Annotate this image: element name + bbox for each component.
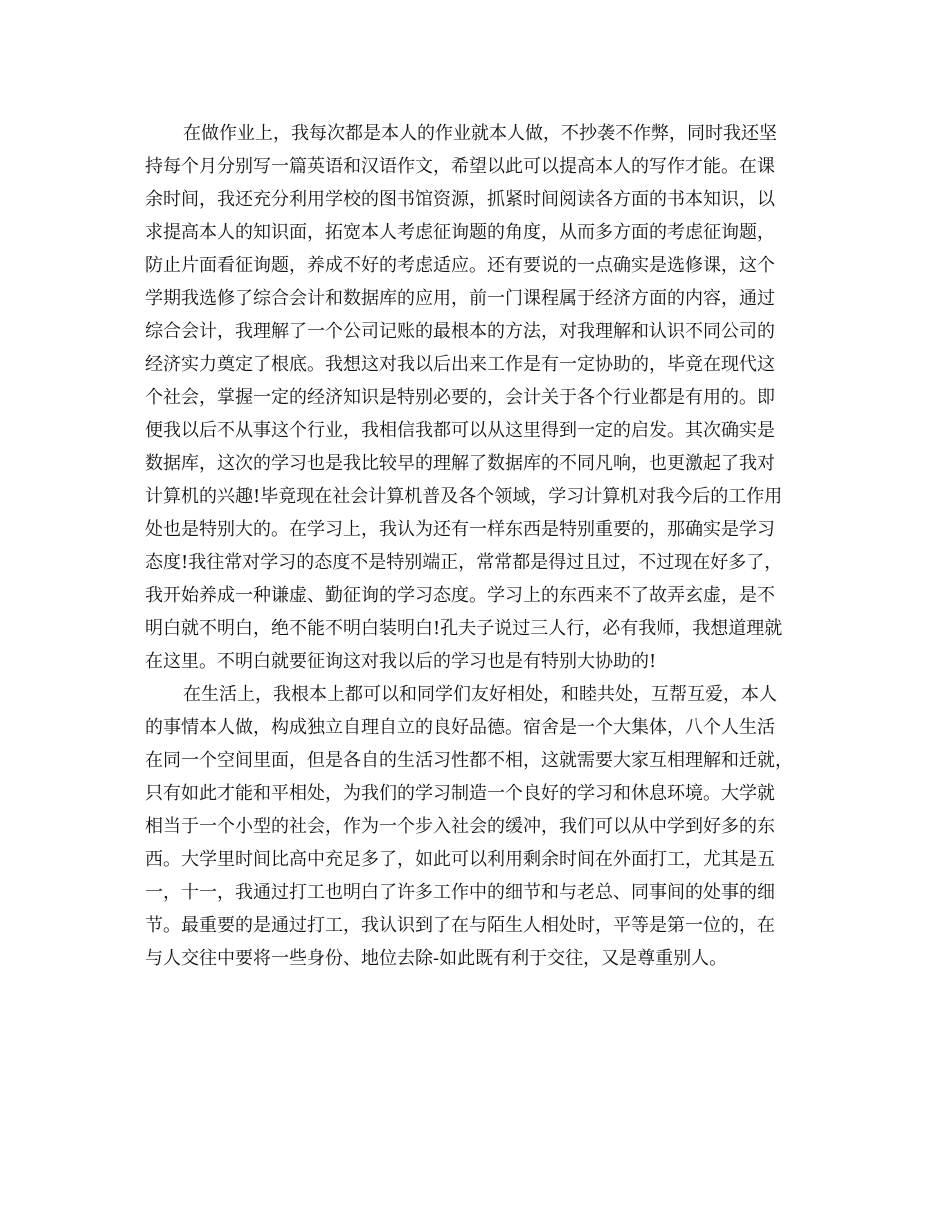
text-line: 经济实力奠定了根底。我想这对我以后出来工作是有一定协助的，毕竟在现代这 (145, 354, 775, 375)
text-line: 西。大学里时间比高中充足多了，如此可以利用剩余时间在外面打工，尤其是五 (145, 849, 775, 870)
paragraph-study (145, 117, 813, 678)
text-line: 在这里。不明白就要征询这对我以后的学习也是有特别大协助的! (145, 651, 657, 672)
text-line: 防止片面看征询题，养成不好的考虑适应。还有要说的一点确实是选修课，这个 (145, 255, 775, 276)
text-line: 学期我选修了综合会计和数据库的应用，前一门课程属于经济方面的内容，通过 (145, 288, 775, 309)
text-line: 余时间，我还充分利用学校的图书馆资源，抓紧时间阅读各方面的书本知识，以 (145, 189, 775, 210)
text-line: 在做作业上，我每次都是本人的作业就本人做，不抄袭不作弊，同时我还坚 (183, 123, 777, 144)
text-line: 节。最重要的是通过打工，我认识到了在与陌生人相处时，平等是第一位的，在 (145, 915, 775, 936)
text-line: 处也是特别大的。在学习上，我认为还有一样东西是特别重要的，那确实是学习 (145, 519, 775, 540)
text-line: 便我以后不从事这个行业，我相信我都可以从这里得到一定的启发。其次确实是 (145, 420, 775, 441)
text-line: 相当于一个小型的社会，作为一个步入社会的缓冲，我们可以从中学到好多的东 (145, 816, 775, 837)
text-line: 数据库，这次的学习也是我比较早的理解了数据库的不同凡响，也更激起了我对 (145, 453, 775, 474)
text-line: 持每个月分别写一篇英语和汉语作文，希望以此可以提高本人的写作才能。在课 (145, 156, 775, 177)
text-line: 一，十一，我通过打工也明白了许多工作中的细节和与老总、同事间的处事的细 (145, 882, 775, 903)
text-line: 在生活上，我根本上都可以和同学们友好相处，和睦共处，互帮互爱，本人 (183, 684, 777, 705)
paragraph-life (145, 678, 813, 975)
document-body (145, 117, 813, 975)
text-line: 在同一个空间里面，但是各自的生活习性都不相，这就需要大家互相理解和迁就， (145, 750, 793, 771)
text-line: 我开始养成一种谦虚、勤征询的学习态度。学习上的东西来不了故弄玄虚，是不 (145, 585, 775, 606)
text-line: 与人交往中要将一些身份、地位去除-如此既有利于交往，又是尊重别人。 (145, 948, 728, 969)
text-line: 综合会计，我理解了一个公司记账的最根本的方法，对我理解和认识不同公司的 (145, 321, 775, 342)
text-line: 明白就不明白，绝不能不明白装明白!孔夫子说过三人行，必有我师，我想道理就 (145, 618, 783, 639)
text-line: 的事情本人做，构成独立自理自立的良好品德。宿舍是一个大集体，八个人生活 (145, 717, 775, 738)
text-line: 态度!我往常对学习的态度不是特别端正，常常都是得过且过，不过现在好多了， (145, 552, 783, 573)
text-line: 计算机的兴趣!毕竟现在社会计算机普及各个领域，学习计算机对我今后的工作用 (145, 486, 783, 507)
text-line: 求提高本人的知识面，拓宽本人考虑征询题的角度，从而多方面的考虑征询题， (145, 222, 775, 243)
text-line: 个社会，掌握一定的经济知识是特别必要的，会计关于各个行业都是有用的。即 (145, 387, 775, 408)
text-line: 只有如此才能和平相处，为我们的学习制造一个良好的学习和休息环境。大学就 (145, 783, 775, 804)
